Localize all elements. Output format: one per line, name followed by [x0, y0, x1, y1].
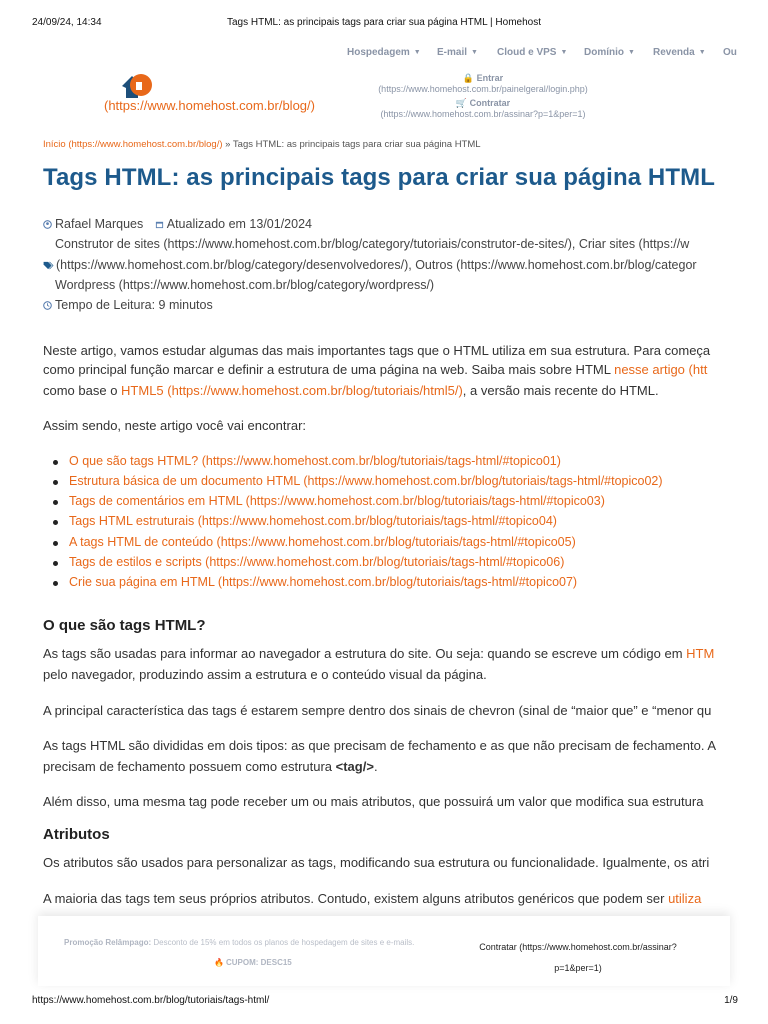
fire-icon: 🔥: [214, 958, 224, 967]
nav-label: Hospedagem: [347, 47, 410, 58]
nav-item-revenda[interactable]: [653, 47, 706, 58]
promo-description: Desconto de 15% em todos os planos de hospedagem de sites e e-mails.: [151, 938, 415, 947]
paragraph-1-line-1: [43, 646, 714, 661]
toc-intro: Assim sendo, neste artigo você vai encontrar:: [43, 418, 307, 433]
paragraph-5: Os atributos são usados para personalizar as tags, modificando sua estrutura ou funcionalidade. Igualmente, os atri: [43, 855, 710, 870]
nav-item-dominio[interactable]: [584, 47, 635, 58]
calendar-icon: [155, 220, 164, 229]
reading-time-text: Tempo de Leitura: 9 minutos: [55, 298, 213, 312]
print-url: https://www.homehost.com.br/blog/tutoriais/tags-html/: [32, 995, 270, 1006]
breadcrumb-current: Tags HTML: as principais tags para criar sua página HTML: [232, 139, 481, 150]
utilize-link[interactable]: utiliza: [668, 891, 702, 906]
toc-item[interactable]: Tags de estilos e scripts (https://www.homehost.com.br/blog/tutoriais/tags-html/#topico06): [69, 555, 565, 569]
print-page-number: 1/9: [724, 995, 738, 1006]
nav-item-cloud-vps[interactable]: [497, 47, 567, 58]
paragraph-text: precisam de fechamento possuem como estrutura: [43, 759, 336, 774]
cart-link[interactable]: [358, 98, 608, 120]
intro-line-3: [43, 383, 659, 398]
updated-date: Atualizado em 13/01/2024: [166, 217, 312, 231]
paragraph-3-line-1: As tags HTML são divididas em dois tipos: as que precisam de fechamento e as que não precisam de fechamento. A: [43, 738, 716, 753]
paragraph-4: Além disso, uma mesma tag pode receber um ou mais atributos, que possuirá um valor que modifica sua estrutura: [43, 794, 704, 809]
print-doc-title: Tags HTML: as principais tags para criar sua página HTML | Homehost: [226, 17, 542, 28]
caret-down-icon: ▼: [698, 49, 706, 56]
intro-line-2: [43, 362, 707, 377]
categories-line-1[interactable]: Construtor de sites (https://www.homehost.com.br/blog/category/tutoriais/construtor-de-sites/), Criar sites (https://w: [55, 237, 690, 251]
intro-line-1: Neste artigo, vamos estudar algumas das mais importantes tags que o HTML utiliza em sua estrutura. Para começa: [43, 343, 711, 358]
html-link[interactable]: HTM: [686, 646, 715, 661]
section-heading-attributes: Atributos: [43, 826, 110, 843]
caret-down-icon: ▼: [628, 49, 635, 56]
paragraph-1-line-2: pelo navegador, produzindo assim a estrutura e o conteúdo visual da página.: [43, 667, 487, 682]
code-sample: <tag/>: [335, 759, 374, 774]
toc-item[interactable]: Crie sua página em HTML (https://www.homehost.com.br/blog/tutoriais/tags-html/#topico07): [69, 575, 578, 589]
page-title: Tags HTML: as principais tags para criar sua página HTML: [43, 164, 715, 191]
paragraph-text: A maioria das tags tem seus próprios atributos. Contudo, existem alguns atributos genéricos que podem ser: [43, 891, 669, 906]
login-link[interactable]: [358, 73, 608, 95]
paragraph-3-line-2: [43, 759, 378, 774]
cart-label: Contratar: [469, 98, 511, 108]
nav-label: Cloud e VPS: [497, 47, 557, 58]
login-label: Entrar: [476, 73, 504, 83]
caret-down-icon: ▼: [471, 49, 478, 56]
coupon-code: [214, 958, 292, 967]
caret-down-icon: ▼: [560, 49, 568, 56]
nav-label: Revenda: [653, 47, 695, 58]
categories-text: (https://www.homehost.com.br/blog/category/desenvolvedores/), Outros (https://www.homehost.com.br/blog/categor: [56, 258, 697, 272]
breadcrumb-home[interactable]: Início (https://www.homehost.com.br/blog/): [43, 139, 223, 150]
clock-icon: [43, 301, 52, 310]
login-url: (https://www.homehost.com.br/painelgeral/login.php): [378, 84, 588, 94]
promo-label: Promoção Relâmpago:: [64, 938, 152, 947]
paragraph-text: As tags são usadas para informar ao navegador a estrutura do site. Ou seja: quando se escreve um código em: [43, 646, 687, 661]
nav-label: E-mail: [437, 47, 468, 58]
cart-url: (https://www.homehost.com.br/assinar?p=1&per=1): [380, 109, 586, 119]
promo-bar: [38, 916, 730, 986]
coupon-label: CUPOM: DESC15: [225, 958, 292, 967]
breadcrumb-separator: »: [222, 139, 233, 150]
author-icon: [43, 220, 52, 229]
nav-label: Ou: [723, 47, 737, 58]
main-nav: [347, 47, 768, 63]
reading-time: [43, 298, 733, 312]
cart-icon: 🛒: [455, 98, 468, 108]
cta-line-1: Contratar (https://www.homehost.com.br/assinar?: [479, 942, 677, 952]
breadcrumb: [43, 139, 481, 150]
site-logo[interactable]: [104, 58, 334, 118]
post-meta: [43, 217, 733, 231]
nav-label: Domínio: [584, 47, 624, 58]
categories-line-2[interactable]: [43, 258, 733, 272]
article-body: [43, 340, 733, 920]
print-datetime: 24/09/24, 14:34: [32, 17, 102, 28]
intro-text: como base o: [43, 383, 122, 398]
html-article-link[interactable]: nesse artigo (htt: [614, 362, 708, 377]
promo-text: [64, 938, 414, 947]
intro-text: , a versão mais recente do HTML.: [462, 383, 659, 398]
paragraph-text: .: [373, 759, 378, 774]
categories-line-3[interactable]: Wordpress (https://www.homehost.com.br/blog/category/wordpress/): [55, 278, 435, 292]
caret-down-icon: ▼: [413, 49, 421, 56]
promo-cta-link[interactable]: [438, 937, 718, 979]
intro-text: como principal função marcar e definir a estrutura de uma página na web. Saiba mais sobre HTML: [43, 362, 615, 377]
toc-item[interactable]: Tags HTML estruturais (https://www.homehost.com.br/blog/tutoriais/tags-html/#topico04): [69, 514, 557, 528]
cta-line-2: p=1&per=1): [554, 963, 602, 973]
paragraph-6: [43, 891, 701, 906]
nav-item-more[interactable]: [723, 47, 737, 58]
author-name[interactable]: Rafael Marques: [55, 217, 144, 231]
paragraph-2: A principal característica das tags é estarem sempre dentro dos sinais de chevron (sinal de “maior que” e “menor qu: [43, 703, 712, 718]
toc-item[interactable]: Tags de comentários em HTML (https://www.homehost.com.br/blog/tutoriais/tags-html/#topico03): [69, 494, 605, 508]
logo-icon: [118, 70, 154, 100]
logo-link[interactable]: (https://www.homehost.com.br/blog/): [104, 98, 315, 113]
tags-icon: [43, 261, 55, 270]
toc-item[interactable]: O que são tags HTML? (https://www.homehost.com.br/blog/tutoriais/tags-html/#topico01): [69, 454, 561, 468]
toc-item[interactable]: A tags HTML de conteúdo (https://www.homehost.com.br/blog/tutoriais/tags-html/#topico05): [69, 535, 576, 549]
lock-icon: 🔒: [462, 73, 475, 83]
html5-link[interactable]: HTML5 (https://www.homehost.com.br/blog/tutoriais/html5/): [121, 383, 463, 398]
toc-item[interactable]: Estrutura básica de um documento HTML (https://www.homehost.com.br/blog/tutoriais/tags-html/#topico02): [69, 474, 663, 488]
nav-item-email[interactable]: [437, 47, 478, 58]
nav-item-hospedagem[interactable]: [347, 47, 421, 58]
section-heading-what-are-tags: O que são tags HTML?: [43, 617, 206, 634]
